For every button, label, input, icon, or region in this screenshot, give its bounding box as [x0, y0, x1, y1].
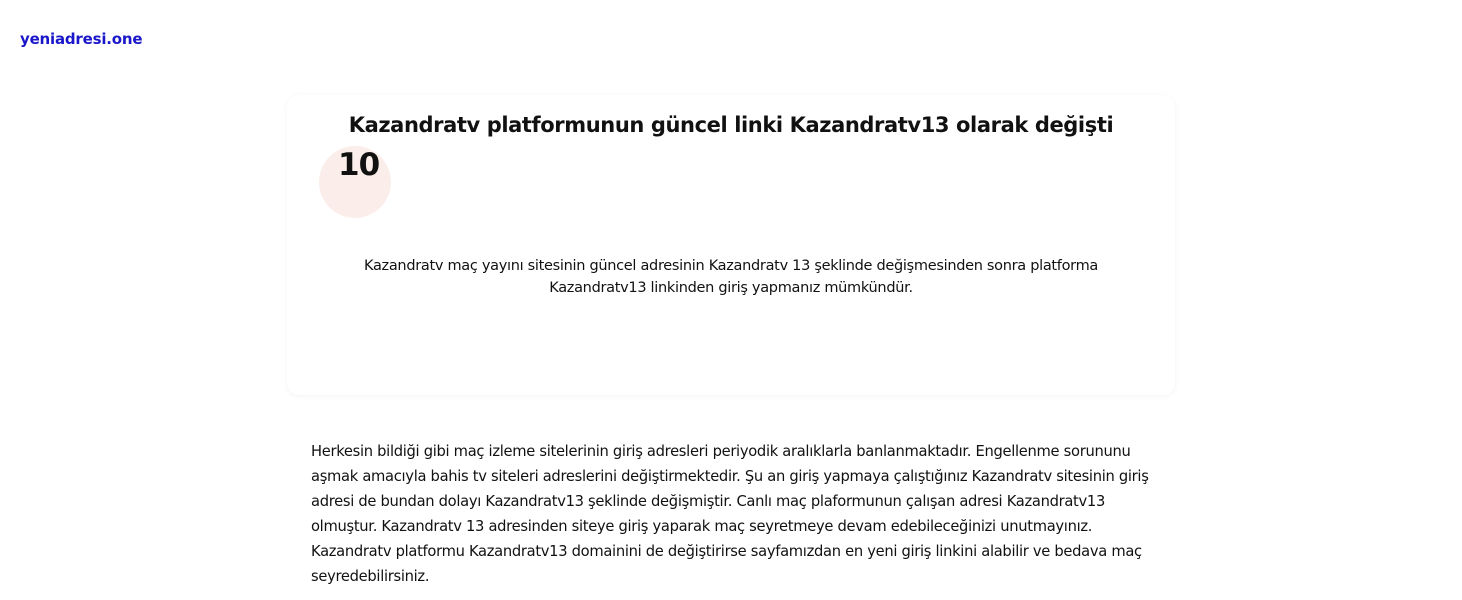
- article-body-paragraph: Herkesin bildiği gibi maç izleme sitelerinin giriş adresleri periyodik aralıklarla banlanmaktadır. Engellenme sorununu aşmak amacıyla bahis tv siteleri adreslerini değiştirmektedir. Şu an giriş yapmaya çalıştığınız Kazandratv sitesinin giriş adresi de bundan dolayı Kazandratv13 şeklinde değişmiştir. Canlı maç plaformunun çalışan adresi Kazandratv13 olmuştur. Kazandratv 13 adresinden siteye giriş yaparak maç seyretmeye devam edebileceğinizi unutmayınız. Kazandratv platformu Kazandratv13 domainini de değiştirirse sayfamızdan en yeni giriş linkini alabilir ve bedava maç seyredebilirsiniz.: [311, 443, 1149, 585]
- article-summary: Kazandratv maç yayını sitesinin güncel adresinin Kazandratv 13 şeklinde değişmesinden sonra platforma Kazandratv13 linkinden giriş yapmanız mümkündür.: [364, 258, 1098, 296]
- article-title: Kazandratv platformunun güncel linki Kazandratv13 olarak değişti: [348, 113, 1114, 137]
- date-day: 10: [338, 147, 380, 183]
- article-header-card: [287, 95, 1175, 395]
- site-logo-link[interactable]: yeniadresi.one: [20, 30, 143, 48]
